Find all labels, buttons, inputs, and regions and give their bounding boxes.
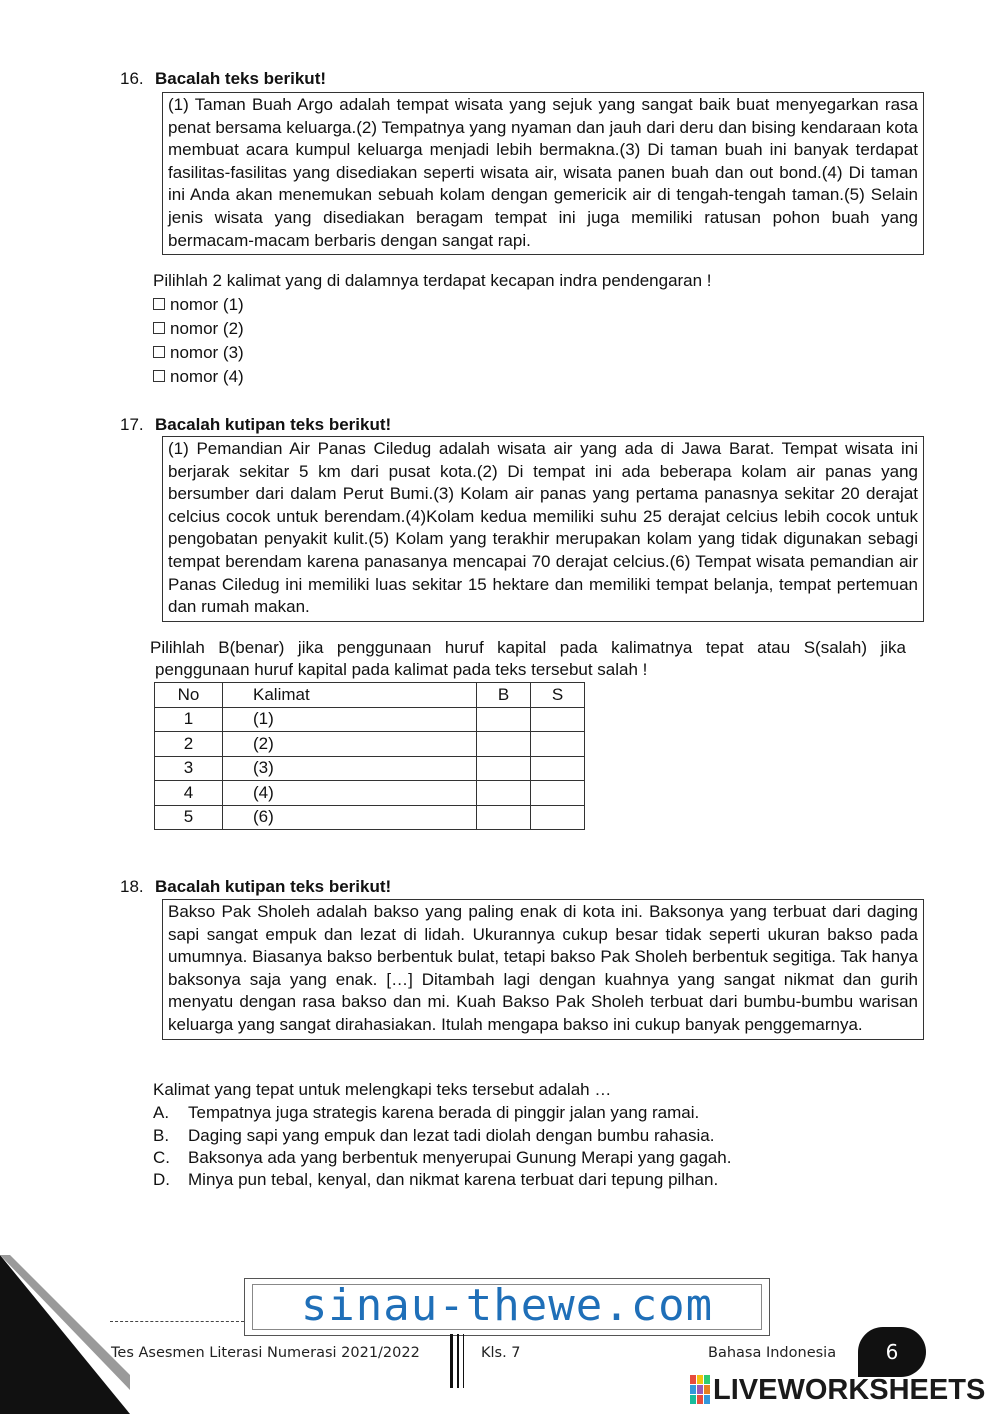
table-row: [155, 707, 585, 732]
choice-text: Baksonya ada yang berbentuk menyerupai Gunung Merapi yang gagah.: [188, 1148, 732, 1167]
page-number: 6: [885, 1340, 899, 1364]
corner-stripe-decoration: [0, 1255, 130, 1414]
option-label: nomor (1): [170, 295, 244, 314]
question-title: Bacalah kutipan teks berikut!: [155, 877, 392, 896]
row-kalimat: (3): [223, 756, 477, 781]
question-title: Bacalah kutipan teks berikut!: [155, 415, 392, 434]
choice-d[interactable]: [153, 1170, 718, 1190]
table-row: [155, 732, 585, 757]
exam-title: Tes Asesmen Literasi Numerasi 2021/2022: [111, 1345, 420, 1361]
checkbox-icon[interactable]: [153, 322, 165, 334]
site-logo-frame: [244, 1278, 770, 1336]
option-4[interactable]: [153, 367, 244, 387]
option-label: nomor (2): [170, 319, 244, 338]
checkbox-icon[interactable]: [153, 298, 165, 310]
choice-letter: B.: [153, 1126, 170, 1145]
corner-dark-triangle: [0, 1255, 130, 1414]
answer-cell-s[interactable]: [531, 732, 585, 757]
question-number: 17.: [120, 415, 144, 434]
option-2[interactable]: [153, 319, 244, 339]
page-number-badge: [858, 1327, 926, 1377]
checkbox-icon[interactable]: [153, 346, 165, 358]
question-17-passage: (1) Pemandian Air Panas Ciledug adalah wisata air yang ada di Jawa Barat. Tempat wisata ini berjarak sekitar 5 km dari pusat kota.(2) Di tempat ini ada beberapa kolam air panas yang bersumber dari dalam Perut Bumi.(3) Kolam air panas yang pertama panasnya sekitar 20 derajat celcius cocok untuk berendam.(4)Kolam kedua memiliki suhu 25 derajat celcius lebih cocok untuk pengobatan penyakit kulit.(5) Kolam yang terakhir merupakan kolam yang tidak digunakan sebagi tempat berendam karena panasanya mencapai 70 derajat celcius.(6) Tempat wisata pemandian air Panas Ciledug ini memiliki luas sekitar 15 hektare dan memiliki tempat belanja, tempat pertemuan dan rumah makan.: [162, 436, 924, 622]
choice-text: Minya pun tebal, kenyal, dan nikmat karena terbuat dari tepung pilhan.: [188, 1170, 719, 1189]
liveworksheets-logo-icon: [690, 1375, 710, 1405]
footer-divider-3: [463, 1334, 464, 1388]
choice-b[interactable]: [153, 1126, 714, 1146]
answer-cell-s[interactable]: [531, 781, 585, 806]
choice-letter: A.: [153, 1103, 170, 1122]
answer-cell-b[interactable]: [477, 756, 531, 781]
answer-cell-s[interactable]: [531, 707, 585, 732]
question-18-passage: Bakso Pak Sholeh adalah bakso yang paling enak di kota ini. Baksonya yang terbuat dari daging sapi sangat empuk dan lezat di lidah. Ukurannya cukup besar tidak seperti ukuran bakso pada umumnya. Biasanya bakso berbentuk bulat, tetapi bakso Pak Sholeh berbentuk segitiga. Tak hanya baksonya saja yang enak. […] Ditambah lagi dengan kuahnya yang sangat nikmat dan gurih menyatu dengan rasa bakso dan mi. Kuah Bakso Pak Sholeh terbuat dari bumbu-bumbu warisan keluarga yang sangat dirahasiakan. Itulah mengapa bakso ini cukup banyak penggemarnya.: [162, 899, 924, 1040]
site-logo: sinau-thewe.com: [300, 1280, 714, 1331]
answer-cell-b[interactable]: [477, 732, 531, 757]
table-row: [155, 781, 585, 806]
row-kalimat: (1): [223, 707, 477, 732]
answer-cell-s[interactable]: [531, 756, 585, 781]
question-number: 16.: [120, 69, 144, 88]
row-no: 3: [155, 756, 223, 781]
subject: Bahasa Indonesia: [708, 1345, 837, 1361]
answer-cell-b[interactable]: [477, 707, 531, 732]
choice-text: Tempatnya juga strategis karena berada di pinggir jalan yang ramai.: [188, 1103, 700, 1122]
table-row: [155, 756, 585, 781]
question-16-passage: (1) Taman Buah Argo adalah tempat wisata yang sejuk yang sangat baik buat menyegarkan rasa penat bersama keluarga.(2) Tempatnya yang nyaman dan jauh dari deru dan bising kendaraan kota membuat acara kumpul keluarga menjadi lebih bermakna.(3) Di taman buah ini banyak terdapat fasilitas-fasilitas yang disediakan seperti wisata air, wisata panen buah dan out bond.(4) Di taman ini Anda akan menemukan sebuah kolam dengan gemericik air di tengah-tengah taman.(5) Selain jenis wisata yang disediakan beragam tempat ini juga memiliki ratusan pohon buah yang bermacam-macam berbaris dengan sangat rapi.: [162, 92, 924, 255]
row-no: 2: [155, 732, 223, 757]
option-label: nomor (3): [170, 343, 244, 362]
question-17-prompt-line1: Pilihlah B(benar) jika penggunaan huruf kapital pada kalimatnya tepat atau S(salah) jika: [150, 638, 906, 657]
header-s: S: [531, 683, 585, 708]
choice-text: Daging sapi yang empuk dan lezat tadi diolah dengan bumbu rahasia.: [188, 1126, 715, 1145]
choice-letter: D.: [153, 1170, 170, 1189]
footer-dashed-line: [110, 1321, 244, 1322]
answer-table: [154, 682, 585, 830]
answer-cell-b[interactable]: [477, 781, 531, 806]
option-1[interactable]: [153, 295, 244, 315]
question-title: Bacalah teks berikut!: [155, 69, 327, 88]
question-16-header: [120, 69, 326, 89]
table-header-row: [155, 683, 585, 708]
question-17-header: [120, 415, 391, 435]
question-16-prompt: Pilihlah 2 kalimat yang di dalamnya terdapat kecapan indra pendengaran !: [153, 271, 712, 290]
table-row: [155, 805, 585, 830]
header-b: B: [477, 683, 531, 708]
question-18-header: [120, 877, 391, 897]
option-label: nomor (4): [170, 367, 244, 386]
row-no: 5: [155, 805, 223, 830]
liveworksheets-brand: LIVEWORKSHEETS: [713, 1374, 986, 1406]
footer-divider-1: [450, 1334, 453, 1388]
question-18-prompt: Kalimat yang tepat untuk melengkapi teks tersebut adalah …: [153, 1080, 612, 1099]
footer-divider-2: [457, 1334, 459, 1388]
choice-a[interactable]: [153, 1103, 699, 1123]
option-3[interactable]: [153, 343, 244, 363]
checkbox-icon[interactable]: [153, 370, 165, 382]
question-number: 18.: [120, 877, 144, 896]
header-no: No: [155, 683, 223, 708]
choice-letter: C.: [153, 1148, 170, 1167]
row-no: 4: [155, 781, 223, 806]
answer-cell-b[interactable]: [477, 805, 531, 830]
choice-c[interactable]: [153, 1148, 731, 1168]
row-no: 1: [155, 707, 223, 732]
grade: Kls. 7: [481, 1345, 521, 1361]
row-kalimat: (2): [223, 732, 477, 757]
row-kalimat: (6): [223, 805, 477, 830]
answer-cell-s[interactable]: [531, 805, 585, 830]
row-kalimat: (4): [223, 781, 477, 806]
header-kalimat: Kalimat: [223, 683, 477, 708]
question-17-prompt-line2: penggunaan huruf kapital pada kalimat pada teks tersebut salah !: [155, 660, 648, 679]
